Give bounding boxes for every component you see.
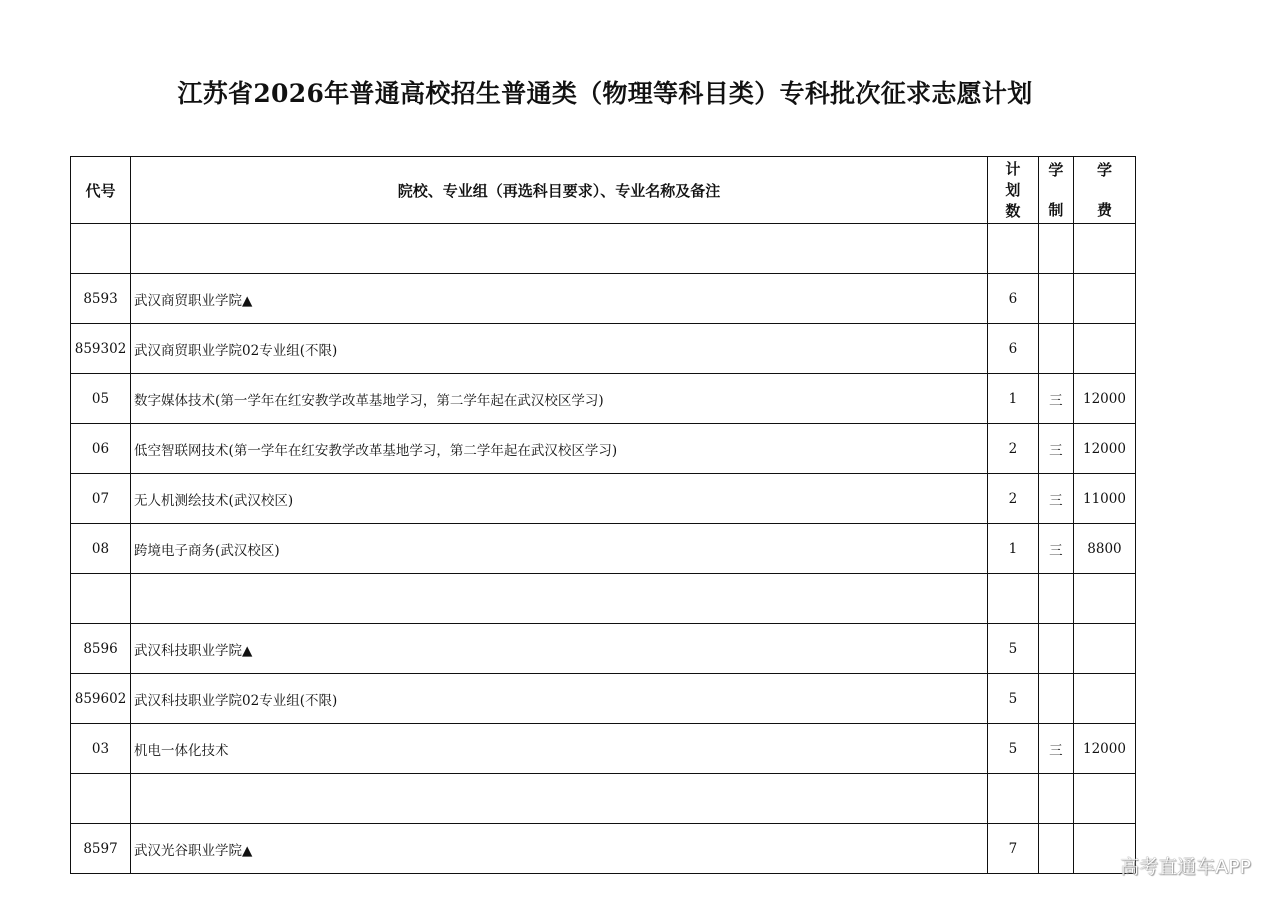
header-years-char: 学 <box>1048 161 1064 179</box>
cell-plan <box>987 574 1038 624</box>
cell-code: 08 <box>71 524 131 574</box>
cell-code: 859602 <box>71 674 131 724</box>
table-row <box>71 224 1136 274</box>
table-row <box>71 374 1136 424</box>
cell-fee <box>1073 774 1135 824</box>
header-years-label <box>1039 161 1073 219</box>
cell-fee: 12000 <box>1073 424 1135 474</box>
cell-plan <box>987 774 1038 824</box>
cell-fee: 11000 <box>1073 474 1135 524</box>
document-title: 江苏省2026年普通高校招生普通类（物理等科目类）专科批次征求志愿计划 <box>177 79 1033 108</box>
cell-plan: 2 <box>987 424 1038 474</box>
cell-plan: 1 <box>987 374 1038 424</box>
cell-name <box>131 224 988 274</box>
header-fee <box>1073 157 1135 224</box>
cell-plan: 5 <box>987 624 1038 674</box>
cell-years <box>1038 274 1073 324</box>
cell-years: 三 <box>1038 374 1073 424</box>
cell-plan: 6 <box>987 274 1038 324</box>
cell-name: 跨境电子商务(武汉校区) <box>131 524 988 574</box>
cell-code: 03 <box>71 724 131 774</box>
table-row <box>71 324 1136 374</box>
table-row <box>71 424 1136 474</box>
table-row <box>71 524 1136 574</box>
table-header <box>71 157 1136 224</box>
table-row <box>71 624 1136 674</box>
cell-name: 武汉科技职业学院02专业组(不限) <box>131 674 988 724</box>
cell-plan: 2 <box>987 474 1038 524</box>
table-body <box>71 224 1136 874</box>
cell-name <box>131 774 988 824</box>
cell-code: 07 <box>71 474 131 524</box>
header-plan-label <box>1005 159 1021 222</box>
header-code: 代号 <box>71 157 131 224</box>
cell-name: 武汉科技职业学院▲ <box>131 624 988 674</box>
cell-fee <box>1073 324 1135 374</box>
enrollment-plan-table <box>70 156 1136 874</box>
cell-years: 三 <box>1038 474 1073 524</box>
cell-plan: 7 <box>987 824 1038 874</box>
cell-years <box>1038 224 1073 274</box>
table-row <box>71 724 1136 774</box>
cell-years <box>1038 324 1073 374</box>
table-row <box>71 474 1136 524</box>
cell-code: 8596 <box>71 624 131 674</box>
cell-code: 8597 <box>71 824 131 874</box>
cell-years: 三 <box>1038 724 1073 774</box>
cell-name: 数字媒体技术(第一学年在红安教学改革基地学习，第二学年起在武汉校区学习) <box>131 374 988 424</box>
cell-fee <box>1073 624 1135 674</box>
cell-code: 859302 <box>71 324 131 374</box>
cell-name: 低空智联网技术(第一学年在红安教学改革基地学习，第二学年起在武汉校区学习) <box>131 424 988 474</box>
cell-fee: 12000 <box>1073 724 1135 774</box>
table-row <box>71 674 1136 724</box>
header-plan-char: 划 <box>1005 180 1021 199</box>
cell-code: 06 <box>71 424 131 474</box>
cell-years: 三 <box>1038 424 1073 474</box>
cell-years <box>1038 824 1073 874</box>
cell-plan <box>987 224 1038 274</box>
cell-name <box>131 574 988 624</box>
cell-fee <box>1073 574 1135 624</box>
cell-code: 05 <box>71 374 131 424</box>
cell-fee: 8800 <box>1073 524 1135 574</box>
cell-code <box>71 224 131 274</box>
cell-plan: 5 <box>987 724 1038 774</box>
header-years <box>1038 157 1073 224</box>
watermark-text: 高考直通车APP <box>1120 856 1251 878</box>
cell-fee <box>1073 224 1135 274</box>
cell-name: 武汉商贸职业学院▲ <box>131 274 988 324</box>
table-row <box>71 574 1136 624</box>
cell-code: 8593 <box>71 274 131 324</box>
cell-fee <box>1073 674 1135 724</box>
cell-plan: 1 <box>987 524 1038 574</box>
header-name: 院校、专业组（再选科目要求）、专业名称及备注 <box>131 157 988 224</box>
table-row <box>71 274 1136 324</box>
cell-code <box>71 574 131 624</box>
header-plan <box>987 157 1038 224</box>
header-fee-label <box>1074 161 1135 219</box>
table-row <box>71 774 1136 824</box>
cell-years <box>1038 574 1073 624</box>
cell-plan: 5 <box>987 674 1038 724</box>
header-plan-char: 数 <box>1005 201 1021 220</box>
cell-years <box>1038 624 1073 674</box>
cell-plan: 6 <box>987 324 1038 374</box>
cell-code <box>71 774 131 824</box>
table-row <box>71 824 1136 874</box>
header-years-char: 制 <box>1048 201 1064 219</box>
cell-name: 机电一体化技术 <box>131 724 988 774</box>
cell-fee: 12000 <box>1073 374 1135 424</box>
cell-name: 武汉光谷职业学院▲ <box>131 824 988 874</box>
header-plan-char: 计 <box>1005 159 1021 178</box>
header-fee-char: 学 <box>1096 161 1112 179</box>
cell-name: 无人机测绘技术(武汉校区) <box>131 474 988 524</box>
header-row <box>71 157 1136 224</box>
cell-name: 武汉商贸职业学院02专业组(不限) <box>131 324 988 374</box>
header-fee-char: 费 <box>1096 201 1112 219</box>
cell-years <box>1038 774 1073 824</box>
cell-fee <box>1073 274 1135 324</box>
cell-years <box>1038 674 1073 724</box>
cell-years: 三 <box>1038 524 1073 574</box>
